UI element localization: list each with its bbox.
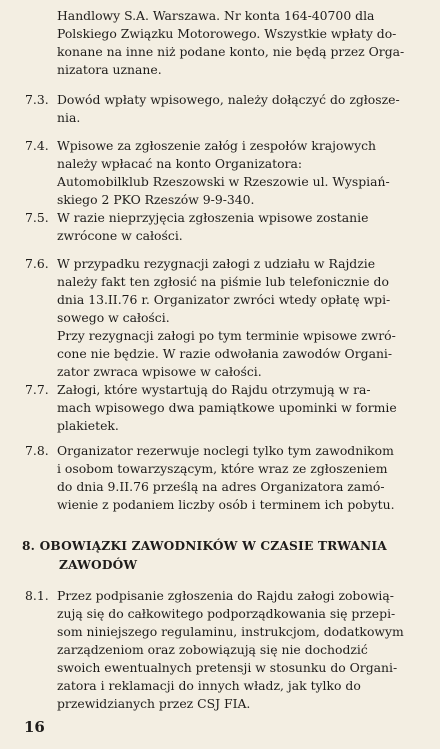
text-line: Przy rezygnacji załogi po tym terminie wpisowe zwró-: [57, 328, 396, 343]
section-8-heading: [22, 537, 387, 575]
text-line: W razie nieprzyjęcia zgłoszenia wpisowe zostanie: [57, 210, 369, 225]
text-line: plakietek.: [57, 418, 119, 433]
text-line: Polskiego Związku Motorowego. Wszystkie wpłaty do-: [57, 26, 397, 41]
paragraph-number: 7.3.: [25, 92, 49, 107]
paragraph-7-2-continuation: [57, 7, 404, 79]
text-line: sowego w całości.: [57, 310, 170, 325]
text-line: Handlowy S.A. Warszawa. Nr konta 164-40700 dla: [57, 8, 375, 23]
text-line: do dnia 9.II.76 prześlą na adres Organizatora zamó-: [57, 479, 385, 494]
text-line: nia.: [57, 110, 81, 125]
text-line: dnia 13.II.76 r. Organizator zwróci wtedy opłatę wpi-: [57, 292, 391, 307]
paragraph-number: 7.6.: [25, 256, 49, 271]
text-line: należy wpłacać na konto Organizatora:: [57, 156, 303, 171]
text-line: zwrócone w całości.: [57, 228, 183, 243]
text-line: nizatora uznane.: [57, 62, 162, 77]
paragraph-number: 7.5.: [25, 210, 49, 225]
heading-line: 8. OBOWIĄZKI ZAWODNIKÓW W CZASIE TRWANIA: [22, 539, 387, 553]
text-line: skiego 2 PKO Rzeszów 9-9-340.: [57, 192, 255, 207]
text-line: Przez podpisanie zgłoszenia do Rajdu załogi zobowią-: [57, 588, 394, 603]
text-line: Automobilklub Rzeszowski w Rzeszowie ul. Wyspiań-: [57, 174, 390, 189]
text-line: przewidzianych przez CSJ FIA.: [57, 696, 251, 711]
text-line: cone nie będzie. W razie odwołania zawodów Organi-: [57, 346, 393, 361]
text-line: zator zwraca wpisowe w całości.: [57, 364, 262, 379]
text-line: zarządzeniom oraz zobowiązują się nie dochodzić: [57, 642, 368, 657]
text-line: mach wpisowego dwa pamiątkowe upominki w formie: [57, 400, 397, 415]
text-line: Dowód wpłaty wpisowego, należy dołączyć do zgłosze-: [57, 92, 400, 107]
text-line: som niniejszego regulaminu, instrukcjom, dodatkowym: [57, 624, 404, 639]
text-line: W przypadku rezygnacji załogi z udziału w Rajdzie: [57, 256, 376, 271]
text-line: należy fakt ten zgłosić na piśmie lub telefonicznie do: [57, 274, 389, 289]
heading-line: ZAWODÓW: [59, 558, 138, 572]
text-line: Wpisowe za zgłoszenie załóg i zespołów krajowych: [57, 138, 376, 153]
page-number: 16: [24, 718, 45, 736]
text-line: swoich ewentualnych pretensji w stosunku do Organi-: [57, 660, 398, 675]
text-line: wienie z podaniem liczby osób i terminem ich pobytu.: [57, 497, 395, 512]
text-line: i osobom towarzyszącym, które wraz ze zgłoszeniem: [57, 461, 388, 476]
paragraph-number: 7.4.: [25, 138, 49, 153]
paragraph-number: 8.1.: [25, 588, 49, 603]
paragraph-number: 7.7.: [25, 382, 49, 397]
text-line: konane na inne niż podane konto, nie będą przez Orga-: [57, 44, 405, 59]
text-line: zatora i reklamacji do innych władz, jak tylko do: [57, 678, 361, 693]
text-line: Organizator rezerwuje noclegi tylko tym zawodnikom: [57, 443, 394, 458]
text-line: zują się do całkowitego podporządkowania się przepi-: [57, 606, 396, 621]
paragraph-number: 7.8.: [25, 443, 49, 458]
text-line: Załogi, które wystartują do Rajdu otrzymują w ra-: [57, 382, 371, 397]
